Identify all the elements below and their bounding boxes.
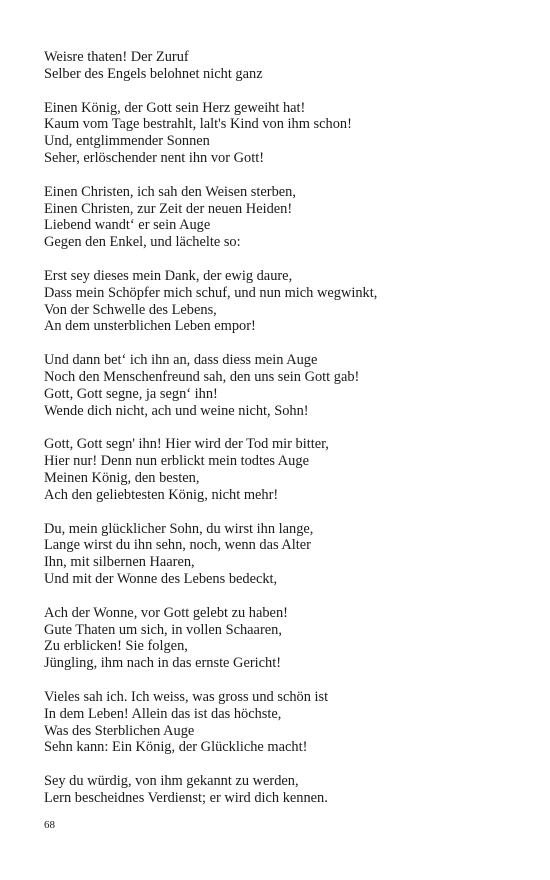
verse-line: Gute Thaten um sich, in vollen Schaaren, xyxy=(44,621,282,638)
stanza-7 xyxy=(44,521,524,588)
verse-line: Sey du würdig, von ihm gekannt zu werden, xyxy=(44,773,299,790)
verse-line: Erst sey dieses mein Dank, der ewig daure, xyxy=(44,267,293,284)
page-number: 68 xyxy=(44,819,55,831)
verse-line: Gegen den Enkel, und lächelte so: xyxy=(44,234,241,251)
verse-line: Gott, Gott segn' ihn! Hier wird der Tod mir bitter, xyxy=(44,436,329,453)
verse-line: Kaum vom Tage bestrahlt, lalt's Kind von ihm schon! xyxy=(44,116,352,133)
stanza-5 xyxy=(44,352,524,419)
verse-line: Du, mein glücklicher Sohn, du wirst ihn lange, xyxy=(44,520,314,537)
verse-line: An dem unsterblichen Leben empor! xyxy=(44,318,256,335)
stanza-6 xyxy=(44,436,524,503)
verse-line: Wende dich nicht, ach und weine nicht, Sohn! xyxy=(44,402,309,419)
verse-line: Einen Christen, zur Zeit der neuen Heiden! xyxy=(44,200,293,217)
verse-line: Und dann bet‘ ich ihn an, dass diess mein Auge xyxy=(44,352,318,369)
stanza-2 xyxy=(44,100,524,167)
stanza-9 xyxy=(44,689,524,756)
verse-line: Zu erblicken! Sie folgen, xyxy=(44,638,188,655)
verse-line: Lange wirst du ihn sehn, noch, wenn das Alter xyxy=(44,537,311,554)
verse-line: Und, entglimmender Sonnen xyxy=(44,133,210,150)
verse-line: Meinen König, den besten, xyxy=(44,469,200,486)
verse-line: In dem Leben! Allein das ist das höchste, xyxy=(44,705,282,722)
verse-line: Hier nur! Denn nun erblickt mein todtes Auge xyxy=(44,453,309,470)
verse-line: Seher, erlöschender nent ihn vor Gott! xyxy=(44,149,265,166)
verse-line: Gott, Gott segne, ja segn‘ ihn! xyxy=(44,385,218,402)
verse-line: Liebend wandt‘ er sein Auge xyxy=(44,217,211,234)
verse-line: Noch den Menschenfreund sah, den uns sein Gott gab! xyxy=(44,368,360,385)
verse-line: Von der Schwelle des Lebens, xyxy=(44,301,217,318)
stanza-3 xyxy=(44,184,524,251)
verse-line: Einen König, der Gott sein Herz geweiht hat! xyxy=(44,99,306,116)
verse-line: Ach den geliebtesten König, nicht mehr! xyxy=(44,486,279,503)
verse-line: Dass mein Schöpfer mich schuf, und nun mich wegwinkt, xyxy=(44,284,378,301)
stanza-8 xyxy=(44,605,524,672)
stanza-1 xyxy=(44,49,524,83)
stanza-4 xyxy=(44,268,524,335)
verse-line: Weisre thaten! Der Zuruf xyxy=(44,49,189,65)
verse-line: Ach der Wonne, vor Gott gelebt zu haben! xyxy=(44,604,288,621)
verse-line: Was des Sterblichen Auge xyxy=(44,722,195,739)
verse-line: Vieles sah ich. Ich weiss, was gross und schön ist xyxy=(44,688,329,705)
verse-line: Lern bescheidnes Verdienst; er wird dich kennen. xyxy=(44,789,328,806)
verse-line: Und mit der Wonne des Lebens bedeckt, xyxy=(44,570,278,587)
stanza-10 xyxy=(44,773,524,807)
verse-line: Jüngling, ihm nach in das ernste Gericht! xyxy=(44,655,281,672)
poem-text xyxy=(44,49,524,824)
verse-line: Sehn kann: Ein König, der Glückliche macht! xyxy=(44,739,308,756)
verse-line: Ihn, mit silbernen Haaren, xyxy=(44,554,195,571)
verse-line: Selber des Engels belohnet nicht ganz xyxy=(44,65,263,82)
verse-line: Einen Christen, ich sah den Weisen sterben, xyxy=(44,183,296,200)
